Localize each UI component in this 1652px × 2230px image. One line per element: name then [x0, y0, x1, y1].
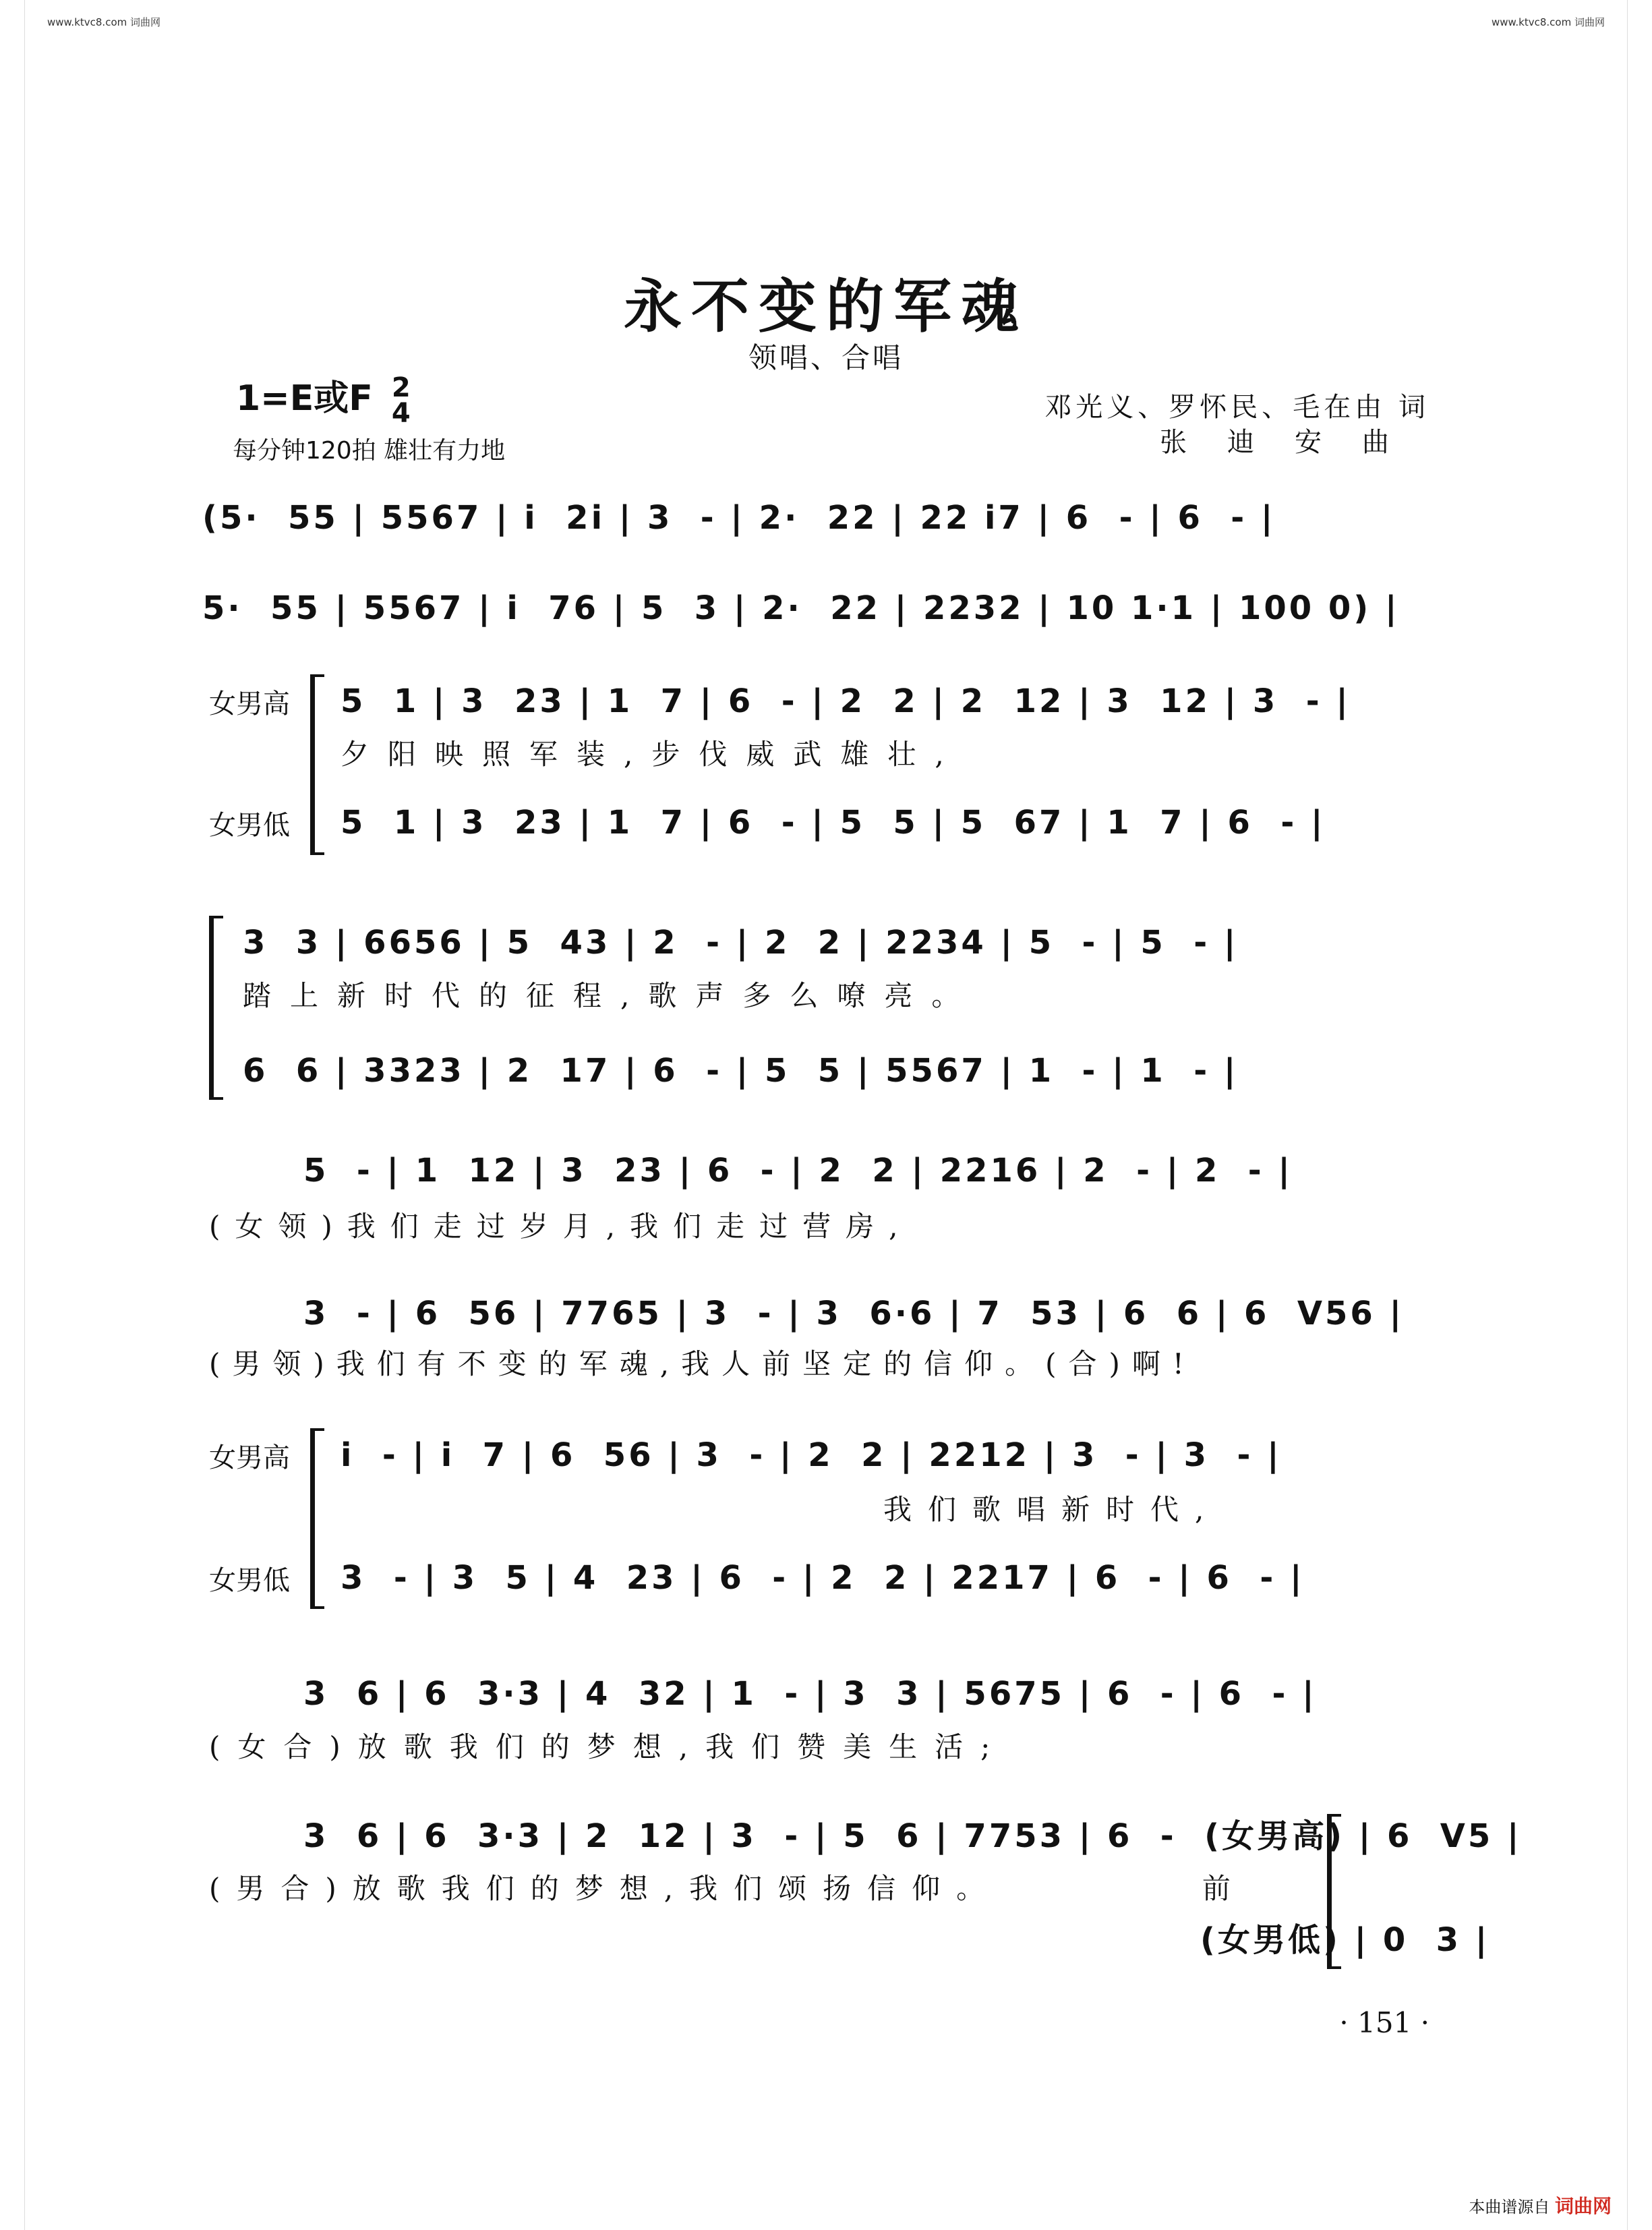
- footer-site: 词曲网: [1554, 2195, 1612, 2217]
- score-row-9: [0, 1428, 1652, 1482]
- part-label-high-2: 女男高: [209, 1442, 290, 1473]
- key-signature: [236, 370, 411, 429]
- lyrics-row-7: (女领)我们走过岁月,我们走过营房,: [209, 1210, 913, 1243]
- notes-row-4: 5 1 | 3 23 | 1 7 | 6 - | 5 5 | 5 67 | 1 7 | 6 - |: [341, 804, 1326, 842]
- score-row-6: [0, 1044, 1652, 1098]
- score-row-5: [0, 916, 1652, 970]
- lyrics-row-12: (男合)放歌我们的梦想,我们颂扬信仰。 前: [209, 1872, 1247, 1905]
- notes-row-13: (女男低) | 0 3 |: [1200, 1920, 1490, 1959]
- notes-row-3: 5 1 | 3 23 | 1 7 | 6 - | 2 2 | 2 12 | 3 12 | 3 - |: [341, 682, 1351, 720]
- lyricist-credit: 邓光义、罗怀民、毛在由 词: [1044, 392, 1429, 423]
- score-row-13: [0, 1910, 1652, 1964]
- lyrics-row-9: 我们歌唱新时代,: [883, 1493, 1220, 1526]
- lyrics-row-8: (男领)我们有不变的军魂,我人前坚定的信仰。(合)啊!: [209, 1347, 1196, 1380]
- footer-label: 本曲谱源自: [1469, 2198, 1550, 2217]
- part-label-high-1: 女男高: [209, 688, 290, 720]
- score-row-7: [0, 1144, 1652, 1198]
- page-number: · 151 ·: [1339, 2006, 1429, 2039]
- header-left-url: www.ktvc8.com 词曲网: [47, 16, 161, 28]
- notes-row-10: 3 - | 3 5 | 4 23 | 6 - | 2 2 | 2217 | 6 - | 6 - |: [341, 1559, 1305, 1597]
- notes-row-2: 5· 55 | 5567 | i 76 | 5 3 | 2· 22 | 2232 | 10 1·1 | 100 0) |: [202, 589, 1400, 627]
- lyrics-row-3: 夕阳映照军装,步伐威武雄壮,: [341, 738, 963, 771]
- score-row-11: [0, 1667, 1652, 1721]
- score-row-4: [0, 796, 1652, 850]
- time-top: 2: [391, 372, 411, 403]
- notes-row-11: 3 6 | 6 3·3 | 4 32 | 1 - | 3 3 | 5675 | 6 - | 6 - |: [303, 1675, 1317, 1713]
- time-bottom: 4: [391, 398, 411, 429]
- notes-row-6: 6 6 | 3323 | 2 17 | 6 - | 5 5 | 5567 | 1 - | 1 - |: [243, 1052, 1239, 1090]
- system-bracket-4: [1327, 1814, 1341, 1969]
- part-label-low-1: 女男低: [209, 810, 290, 841]
- score-row-12: [0, 1806, 1652, 1860]
- tempo-marking: 每分钟120拍 雄壮有力地: [233, 437, 506, 465]
- lyrics-row-11: (女合)放歌我们的梦想,我们赞美生活;: [209, 1730, 1008, 1763]
- notes-row-9: i - | i 7 | 6 56 | 3 - | 2 2 | 2212 | 3 - | 3 - |: [341, 1436, 1282, 1474]
- notes-row-1: (5· 55 | 5567 | i 2i | 3 - | 2· 22 | 22 i7 | 6 - | 6 - |: [202, 499, 1276, 537]
- score-row-3: [0, 674, 1652, 728]
- footer-source: [1469, 2192, 1612, 2219]
- score-row-10: [0, 1551, 1652, 1605]
- notes-row-5: 3 3 | 6656 | 5 43 | 2 - | 2 2 | 2234 | 5 - | 5 - |: [243, 924, 1239, 962]
- notes-row-8: 3 - | 6 56 | 7765 | 3 - | 3 6·6 | 7 53 | 6 6 | 6 V56 |: [303, 1295, 1405, 1332]
- notes-row-12: 3 6 | 6 3·3 | 2 12 | 3 - | 5 6 | 7753 | 6 - (女男高) | 6 V5 |: [303, 1817, 1522, 1855]
- score-row-8: [0, 1287, 1652, 1341]
- composer-credit: 张迪安曲: [1160, 427, 1429, 458]
- song-subtitle: 领唱、合唱: [748, 341, 904, 374]
- lyrics-row-5: 踏上新时代的征程,歌声多么嘹亮。: [243, 979, 979, 1012]
- time-signature: [391, 372, 411, 429]
- key-text: 1=E或F: [236, 378, 373, 419]
- song-title: 永不变的军魂: [624, 272, 1028, 341]
- notes-row-7: 5 - | 1 12 | 3 23 | 6 - | 2 2 | 2216 | 2 - | 2 - |: [303, 1152, 1293, 1190]
- part-label-low-2: 女男低: [209, 1565, 290, 1596]
- score-row-1: [0, 491, 1652, 545]
- score-row-2: [0, 581, 1652, 635]
- header-right-url: www.ktvc8.com 词曲网: [1491, 16, 1605, 28]
